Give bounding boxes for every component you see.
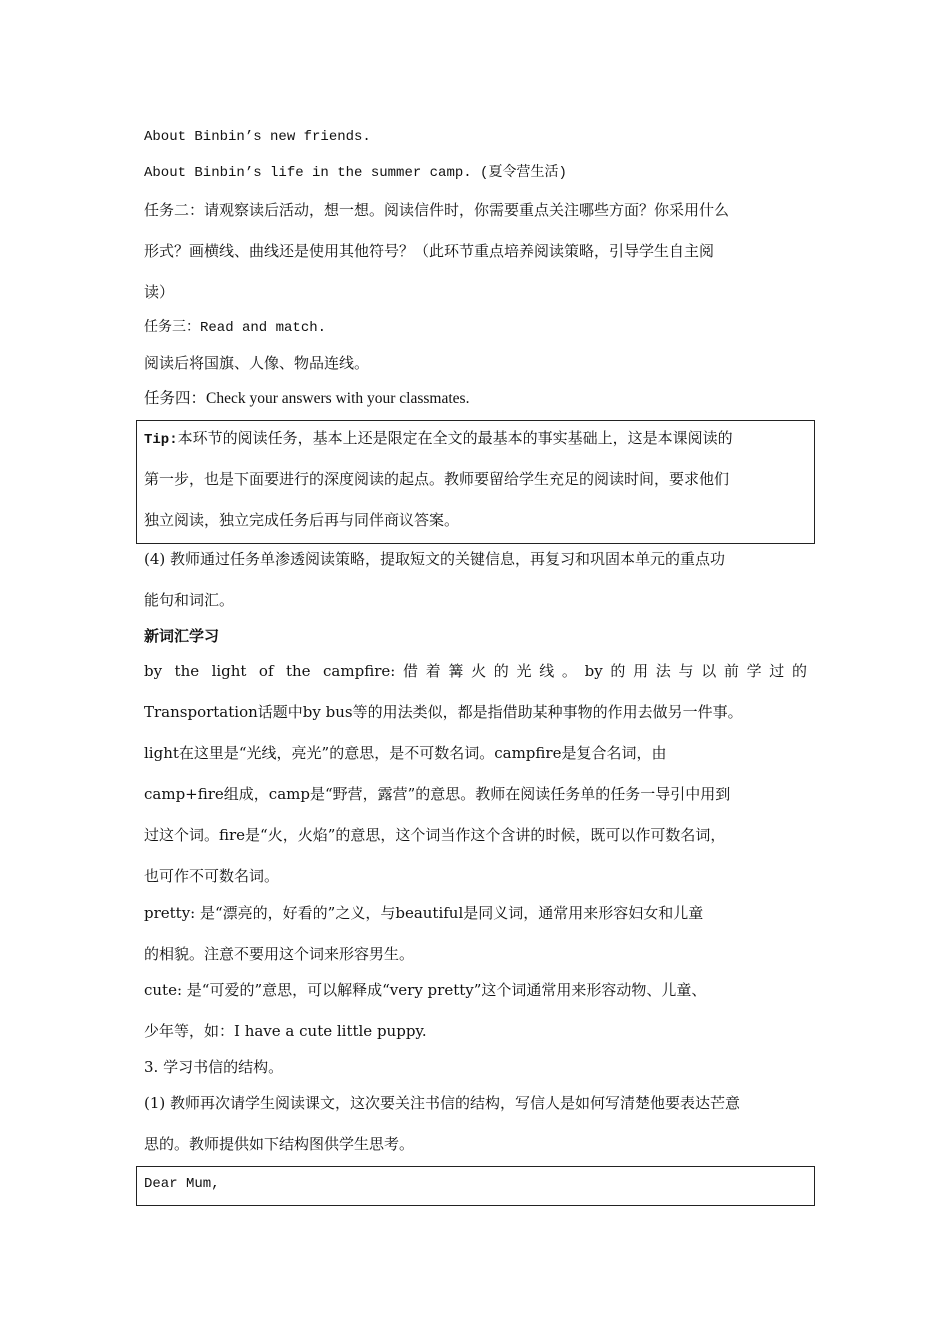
section3-title: 3. 学习书信的结构。 bbox=[144, 1058, 284, 1076]
letter-greeting: Dear Mum, bbox=[144, 1176, 220, 1192]
vocab-pretty-line2: 的相貌。注意不要用这个词来形容男生。 bbox=[144, 945, 415, 963]
letter-box bbox=[136, 1166, 815, 1206]
line-friends: About Binbin’s new friends. bbox=[144, 129, 371, 145]
tip-label: Tip: bbox=[144, 432, 178, 448]
tip-line1 bbox=[144, 428, 733, 450]
section3-p2: 思的。教师提供如下结构图供学生思考。 bbox=[144, 1135, 415, 1153]
vocab-pretty-line1: pretty: 是“漂亮的，好看的”之义，与beautiful是同义词，通常用来形容妇女和儿童 bbox=[144, 904, 704, 922]
task4-line: 任务四：Check your answers with your classmates. bbox=[144, 390, 470, 407]
vocab-heading: 新词汇学习 bbox=[144, 627, 220, 645]
section3-p1: (1) 教师再次请学生阅读课文，这次要关注书信的结构，写信人是如何写清楚他要表达芒意 bbox=[144, 1094, 741, 1112]
vocab-line4: camp+fire组成，camp是“野营，露营”的意思。教师在阅读任务单的任务一导引中用到 bbox=[144, 785, 731, 803]
tip-box bbox=[136, 420, 815, 544]
task3-line: 任务三：Read and match. bbox=[144, 320, 327, 336]
para4-line1: (4) 教师通过任务单渗透阅读策略，提取短文的关键信息，再复习和巩固本单元的重点功 bbox=[144, 550, 726, 568]
vocab-cute-line1: cute: 是“可爱的”意思，可以解释成“very pretty”这个词通常用来形容动物、儿童、 bbox=[144, 981, 707, 999]
vocab-cute-line2: 少年等，如：I have a cute little puppy. bbox=[144, 1022, 427, 1040]
tip-text-1: 本环节的阅读任务，基本上还是限定在全文的最基本的事实基础上，这是本课阅读的 bbox=[177, 429, 733, 447]
task2-line1: 任务二：请观察读后活动，想一想。阅读信件时，你需要重点关注哪些方面？你采用什么 bbox=[144, 201, 730, 219]
vocab-line1-text: by the light of the campfire:借着篝火的光线。by的用法与以前学过的 bbox=[144, 662, 807, 680]
task3-instruction: 阅读后将国旗、人像、物品连线。 bbox=[144, 354, 370, 372]
vocab-line1 bbox=[144, 661, 807, 681]
vocab-line5: 过这个词。fire是“火，火焰”的意思，这个词当作这个含讲的时候，既可以作可数名词， bbox=[144, 826, 726, 844]
task2-line3: 读） bbox=[144, 283, 175, 301]
task2-line2: 形式？画横线、曲线还是使用其他符号？（此环节重点培养阅读策略，引导学生自主阅 bbox=[144, 242, 715, 260]
tip-line2: 第一步，也是下面要进行的深度阅读的起点。教师要留给学生充足的阅读时间，要求他们 bbox=[144, 470, 730, 488]
line-summer-camp: About Binbin’s life in the summer camp. (夏令营生活) bbox=[144, 165, 567, 181]
vocab-line3: light在这里是“光线，亮光”的意思，是不可数名词。campfire是复合名词，由 bbox=[144, 744, 667, 762]
vocab-line2: Transportation话题中by bus等的用法类似，都是指借助某种事物的作用去做另一件事。 bbox=[144, 703, 743, 721]
tip-line3: 独立阅读，独立完成任务后再与同伴商议答案。 bbox=[144, 511, 460, 529]
vocab-line6: 也可作不可数名词。 bbox=[144, 867, 280, 885]
para4-line2: 能句和词汇。 bbox=[144, 591, 235, 609]
